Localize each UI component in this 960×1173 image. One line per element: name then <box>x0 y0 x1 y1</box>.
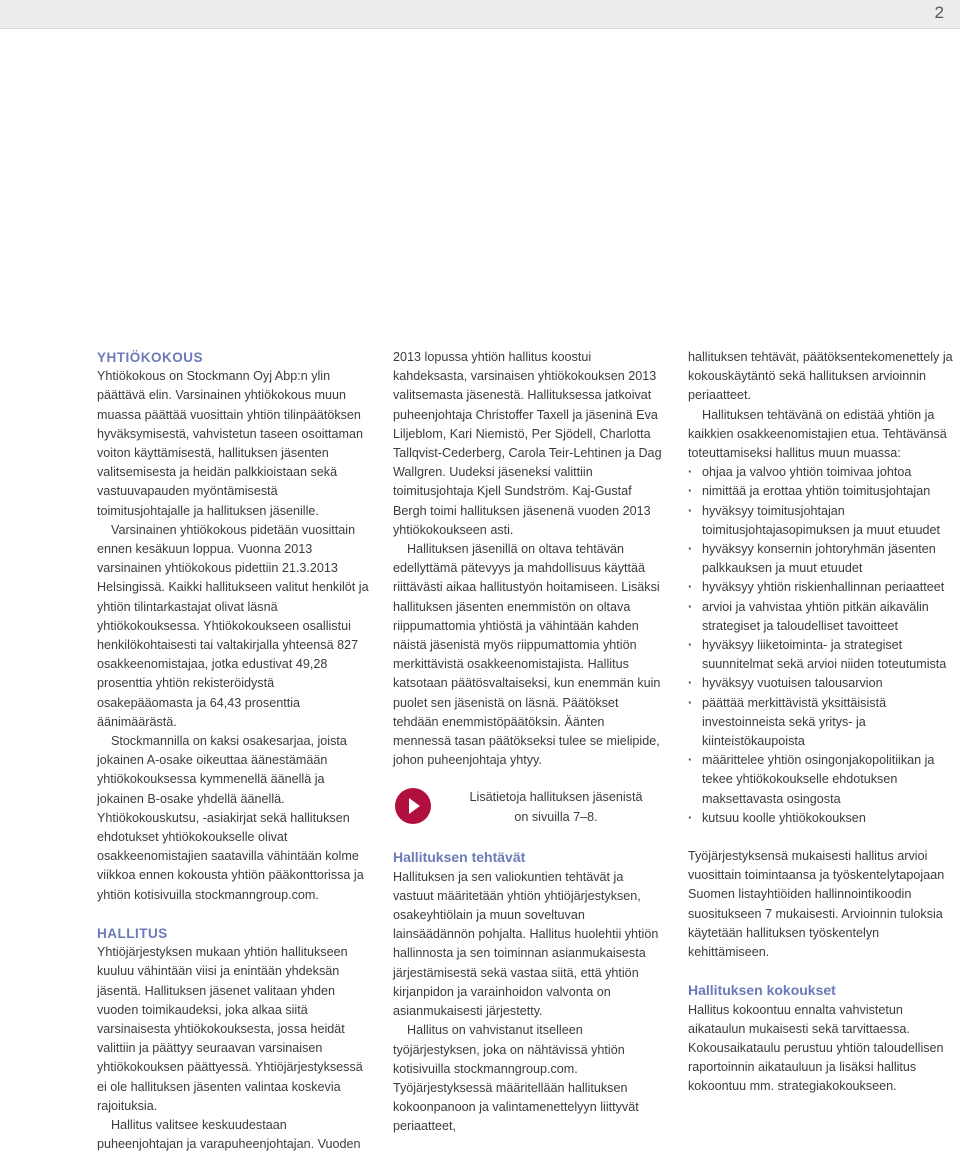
list-item: · hyväksyy toimitusjohtajan toimitusjohtajasopimuksen ja muut etuudet <box>688 502 960 540</box>
paragraph: Yhtiöjärjestyksen mukaan yhtiön hallitukseen kuuluu vähintään viisi ja enintään yhdeksän jäsentä. Hallituksen jäsenet valitaan yhden vuoden toimikaudeksi, joka alkaa siitä varsinaisesta yhtiökokouksesta, jossa heidät valittiin ja päättyy seuraavan varsinaisen yhtiökokouksen päättyessä. Yhtiöjärjestyksessä ei ole hallituksen jäsenten valintaa koskevia rajoituksia. <box>97 945 363 1113</box>
section-heading-tehtavat: Hallituksen tehtävät <box>393 849 526 866</box>
column-3 <box>688 348 960 1097</box>
section-heading-kokoukset: Hallituksen kokoukset <box>688 982 836 999</box>
list-item: · ohjaa ja valvoo yhtiön toimivaa johtoa <box>688 463 960 482</box>
list-item: · arvioi ja vahvistaa yhtiön pitkän aikavälin strategiset ja taloudelliset tavoitteet <box>688 598 960 636</box>
paragraph: hallituksen tehtävät, päätöksentekomenettely ja kokouskäytäntö sekä hallituksen arvioinnin periaatteet. <box>688 350 953 403</box>
column-2 <box>393 348 665 1137</box>
list-item: · kutsuu koolle yhtiökokouksen <box>688 809 960 828</box>
list-item: · hyväksyy vuotuisen talousarvion <box>688 674 960 693</box>
paragraph: Yhtiökokous on Stockmann Oyj Abp:n ylin päättävä elin. Varsinainen yhtiökokous muun muassa päättää vuosittain yhtiön tilinpäätöksen hyväksymisestä, vahvistetun taseen osoittaman voiton käyttämisestä, hallituksen jäsenten valitsemisesta ja heidän palkkioistaan sekä vastuuvapauden myöntämisestä toimitusjohtajalle ja hallituksen jäsenille. <box>97 369 363 518</box>
callout-text: Lisätietoja hallituksen jäsenistä on sivuilla 7–8. <box>469 790 643 824</box>
paragraph: 2013 lopussa yhtiön hallitus koostui kahdeksasta, varsinaisen yhtiökokouksen 2013 valitsemasta jäsenestä. Hallituksessa jatkoivat puheenjohtaja Christoffer Taxell ja jäseninä Eva Liljeblom, Kari Niemistö, Per Sjödell, Charlotta Tallqvist-Cederberg, Carola Teir-Lehtinen ja Dag Wallgren. Uudeksi jäseneksi valittiin toimitusjohtaja Kjell Sundström. Kaj-Gustaf Bergh toimi hallituksen jäsenenä vuoden 2013 yhtiökokoukseen asti. <box>393 350 662 537</box>
arrow-right-icon <box>395 788 431 824</box>
more-info-callout[interactable] <box>393 784 665 834</box>
paragraph: Stockmannilla on kaksi osakesarjaa, joista jokainen A-osake oikeuttaa äänestämään yhtiökokouksessa kymmenellä äänellä ja jokainen B-osake yhdellä äänellä. Yhtiökokouskutsu, -asiakirjat sekä hallituksen ehdotukset yhtiökokoukselle olivat osakkeenomistajien saatavilla vähintään kolme viikkoa ennen kokousta yhtiön pääkonttorissa ja yhtiön kotisivuilla stockmanngroup.com. <box>97 734 364 902</box>
section-heading-yhtiokokous: YHTIÖKOKOUS <box>97 350 204 365</box>
paragraph: Hallituksen jäsenillä on oltava tehtävän edellyttämä pätevyys ja mahdollisuus käyttää riittävästi aikaa hallitustyön hoitamiseen. Lisäksi hallituksen jäsenten enemmistön on oltava riippumattomia yhtiöstä ja vähintään kahden näistä jäsenistä myös riippumattomia yhtiön merkittävistä osakkeenomistajista. Hallitus katsotaan päätösvaltaiseksi, kun enemmän kuin puolet sen jäsenistä on läsnä. Päätökset tehdään enemmistöpäätöksin. Äänten mennessä tasan päätökseksi tulee se mielipide, johon puheenjohtaja yhtyy. <box>393 542 661 768</box>
section-heading-hallitus: HALLITUS <box>97 925 168 941</box>
list-item: · nimittää ja erottaa yhtiön toimitusjohtajan <box>688 482 960 501</box>
paragraph: Hallitus valitsee keskuudestaan puheenjohtajan ja varapuheenjohtajan. Vuoden <box>97 1117 361 1152</box>
column-1 <box>97 348 369 1154</box>
page-header-bar <box>0 0 960 29</box>
paragraph: Työjärjestyksensä mukaisesti hallitus arvioi vuosittain toimintaansa ja työskentelytapojaan Suomen listayhtiöiden hallinnointikoodin suositukseen 7 mukaisesti. Arvioinnin tuloksia käytetään hallituksen työskentelyn kehittämiseen. <box>688 849 945 960</box>
list-item: · määrittelee yhtiön osingonjakopolitiikan ja tekee yhtiökokoukselle ehdotuksen maksettavasta osingosta <box>688 751 960 809</box>
paragraph: Hallituksen ja sen valiokuntien tehtävät ja vastuut määritetään yhtiön yhtiöjärjestyksen, osakeyhtiölain ja muun soveltuvan lainsäädännön pohjalta. Hallitus huolehtii yhtiön hallinnosta ja sen toiminnan asianmukaisesta järjestämisestä sekä vastaa siitä, että yhtiön kirjanpidon ja varainhoidon valvonta on asianmukaisesti järjestetty. <box>393 869 659 1019</box>
paragraph: Hallituksen tehtävänä on edistää yhtiön ja kaikkien osakkeenomistajien etua. Tehtävänsä toteuttamiseksi hallitus muun muassa: <box>688 407 947 461</box>
paragraph: Hallitus on vahvistanut itselleen työjärjestyksen, joka on nähtävissä yhtiön kotisivuilla stockmanngroup.com. Työjärjestyksessä määritellään hallituksen kokoonpanoon ja valintamenettelyyn liittyvät periaatteet, <box>393 1023 639 1134</box>
page-number: 2 <box>934 3 944 22</box>
list-item: · päättää merkittävistä yksittäisistä investoinneista sekä yritys- ja kiinteistökaupoista <box>688 694 960 752</box>
board-duties-list <box>688 463 960 828</box>
list-item: · hyväksyy konsernin johtoryhmän jäsenten palkkauksen ja muut etuudet <box>688 540 960 578</box>
paragraph: Varsinainen yhtiökokous pidetään vuosittain ennen kesäkuun loppua. Vuonna 2013 varsinainen yhtiökokous pidettiin 21.3.2013 Helsingissä. Kaikki hallitukseen valitut henkilöt ja yhtiön tilintarkastajat olivat läsnä yhtiökokouksessa. Yhtiökokoukseen osallistui henkilökohtaisesti tai valtakirjalla yhteensä 827 osakkeenomistajaa, jotka edustivat 49,28 prosenttia yhtiön rekisteröidystä osakepääomasta ja 64,43 prosenttia äänimäärästä. <box>97 522 369 729</box>
paragraph: Hallitus kokoontuu ennalta vahvistetun aikataulun mukaisesti sekä tarvittaessa. Kokousaikataulu perustuu yhtiön taloudellisen raportoinnin aikatauluun ja lisäksi hallitus kokoontuu mm. strategiakokoukseen. <box>688 1002 944 1094</box>
list-item: · hyväksyy liiketoiminta- ja strategiset suunnitelmat sekä arvioi niiden toteutumista <box>688 636 960 674</box>
list-item: · hyväksyy yhtiön riskienhallinnan periaatteet <box>688 578 960 597</box>
